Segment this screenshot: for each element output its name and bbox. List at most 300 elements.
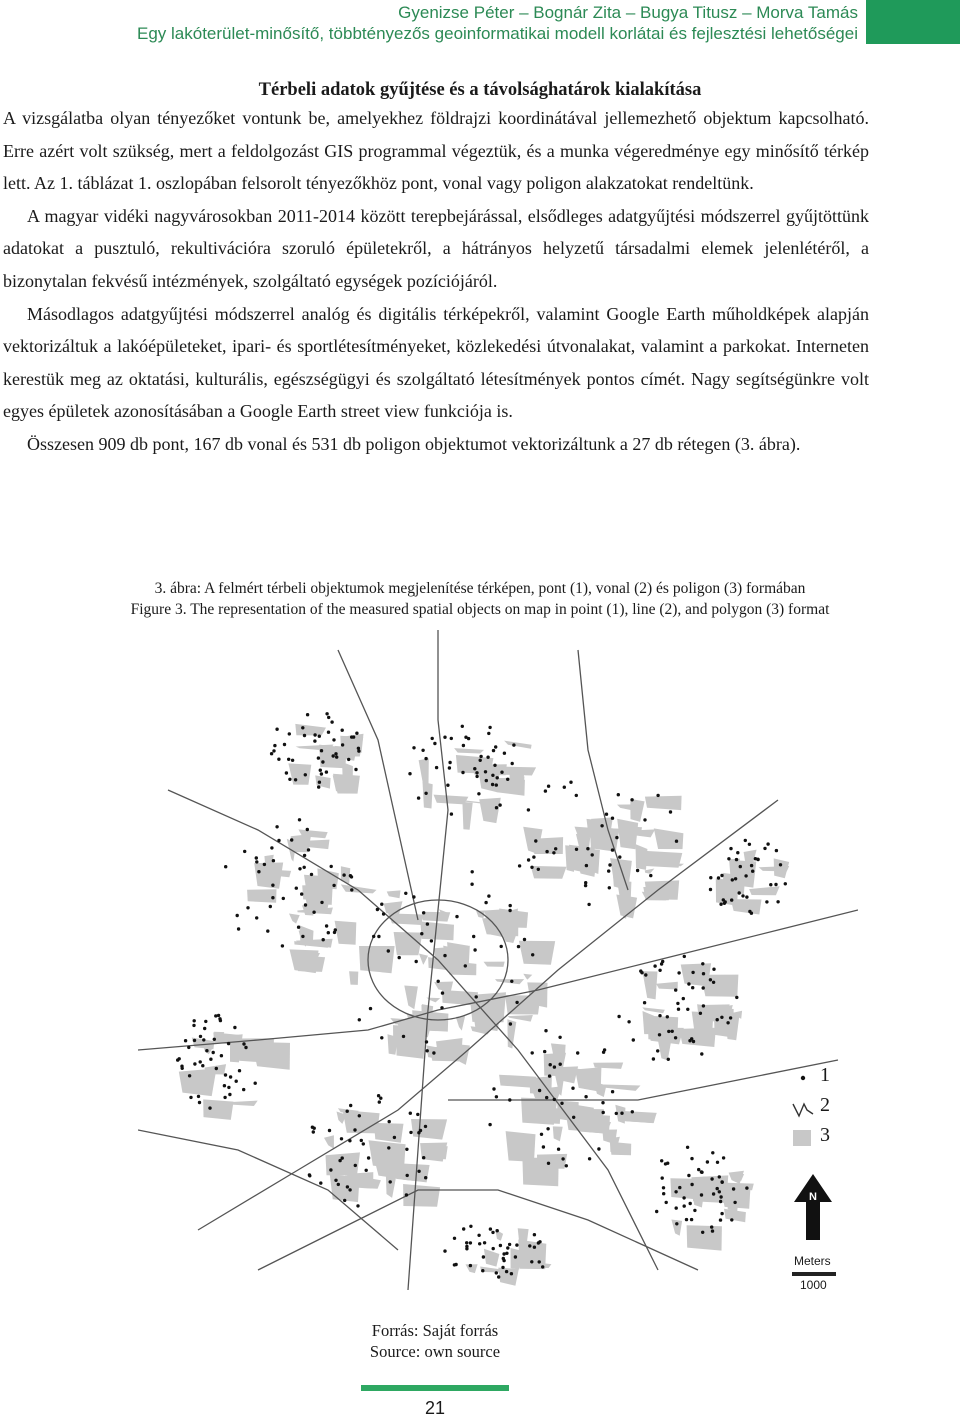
map-point — [332, 754, 335, 757]
map-point — [718, 1190, 721, 1193]
city-map — [138, 630, 858, 1310]
map-point — [690, 1183, 693, 1186]
map-point — [470, 883, 473, 886]
map-point — [640, 971, 643, 974]
map-point — [465, 1245, 468, 1248]
map-point — [636, 869, 639, 872]
map-point — [527, 808, 530, 811]
map-point — [214, 1014, 217, 1017]
map-point — [318, 735, 321, 738]
map-point — [378, 1100, 381, 1103]
scale-line — [792, 1272, 836, 1276]
map-point — [348, 1188, 351, 1191]
map-point — [328, 1129, 331, 1132]
map-point — [683, 1204, 686, 1207]
map-point — [425, 1040, 428, 1043]
map-polygon — [304, 875, 333, 905]
map-point — [184, 1039, 187, 1042]
map-point — [691, 971, 694, 974]
map-polygon — [723, 1183, 754, 1191]
map-point — [652, 1057, 655, 1060]
map-point — [709, 876, 712, 879]
map-point — [730, 898, 733, 901]
map-point — [763, 847, 766, 850]
map-point — [514, 1255, 517, 1258]
map-point — [322, 938, 325, 941]
map-point — [611, 1090, 614, 1093]
map-point — [332, 738, 335, 741]
map-point — [586, 847, 589, 850]
map-point — [706, 1160, 709, 1163]
map-point — [277, 839, 280, 842]
map-point — [506, 1246, 509, 1249]
map-point — [405, 1193, 408, 1196]
map-polygon — [636, 844, 648, 870]
map-point — [748, 843, 751, 846]
map-point — [533, 1246, 536, 1249]
map-point — [559, 1063, 562, 1066]
map-point — [545, 850, 548, 853]
map-point — [675, 1206, 678, 1209]
map-point — [208, 1106, 211, 1109]
map-point — [288, 778, 291, 781]
map-point — [282, 897, 285, 900]
map-polygon — [341, 884, 377, 893]
point-symbol-icon — [790, 1066, 816, 1092]
map-point — [365, 1169, 368, 1172]
map-point — [270, 752, 273, 755]
map-polygon — [394, 932, 423, 955]
map-point — [426, 1049, 429, 1052]
map-point — [478, 1242, 481, 1245]
map-point — [661, 960, 664, 963]
map-polygon — [619, 1111, 656, 1123]
map-point — [341, 743, 344, 746]
map-point — [448, 766, 451, 769]
map-point — [769, 883, 772, 886]
map-point — [235, 1080, 238, 1083]
map-point — [515, 1001, 518, 1004]
map-point — [212, 1051, 215, 1054]
map-point — [719, 1200, 722, 1203]
map-point — [508, 1098, 511, 1101]
map-point — [473, 948, 476, 951]
map-point — [341, 729, 344, 732]
map-point — [404, 892, 407, 895]
map-point — [738, 891, 741, 894]
map-point — [422, 911, 425, 914]
map-point — [712, 968, 715, 971]
map-point — [388, 1120, 391, 1123]
map-point — [272, 749, 275, 752]
map-point — [720, 1212, 723, 1215]
map-point — [319, 769, 322, 772]
map-point — [690, 1157, 693, 1160]
map-point — [409, 1112, 412, 1115]
map-point — [643, 818, 646, 821]
map-point — [735, 996, 738, 999]
map-point — [776, 900, 779, 903]
map-polygon — [374, 1123, 404, 1143]
map-point — [710, 1225, 713, 1228]
map-point — [199, 1035, 202, 1038]
map-point — [658, 1014, 661, 1017]
legend-item-polygon — [790, 1124, 870, 1152]
map-point — [544, 1029, 547, 1032]
source-en: Source: own source — [369, 1342, 501, 1361]
map-point — [502, 1252, 505, 1255]
map-point — [325, 924, 328, 927]
map-point — [353, 1128, 356, 1131]
map-point — [632, 1038, 635, 1041]
map-point — [584, 884, 587, 887]
map-point — [733, 1201, 736, 1204]
map-point — [667, 1058, 670, 1061]
map-point — [491, 774, 494, 777]
map-point — [486, 756, 489, 759]
map-point — [465, 1241, 468, 1244]
map-point — [665, 1201, 668, 1204]
map-point — [228, 1093, 231, 1096]
map-point — [467, 737, 470, 740]
map-point — [700, 1170, 703, 1173]
map-polygon — [759, 866, 790, 871]
map-point — [327, 731, 330, 734]
map-point — [346, 1185, 349, 1188]
map-point — [563, 786, 566, 789]
map-point — [538, 1240, 541, 1243]
map-point — [443, 736, 446, 739]
scale-value: 1000 — [800, 1278, 827, 1292]
map-polygon — [387, 890, 401, 898]
map-point — [416, 1113, 419, 1116]
map-point — [271, 884, 274, 887]
map-point — [576, 1051, 579, 1054]
map-legend — [790, 1064, 870, 1164]
map-point — [689, 1202, 692, 1205]
scale-unit: Meters — [794, 1254, 831, 1268]
map-point — [686, 1008, 689, 1011]
map-point — [471, 870, 474, 873]
map-point — [193, 1039, 196, 1042]
map-point — [330, 720, 333, 723]
map-point — [354, 1164, 357, 1167]
map-point — [205, 1049, 208, 1052]
map-polygon — [749, 886, 780, 895]
map-line — [258, 1190, 698, 1270]
map-point — [730, 1218, 733, 1221]
map-point — [656, 794, 659, 797]
map-point — [402, 1035, 405, 1038]
map-point — [421, 749, 424, 752]
map-point — [741, 894, 744, 897]
map-point — [223, 1084, 226, 1087]
map-polygon — [343, 1110, 380, 1133]
map-point — [530, 866, 533, 869]
map-point — [488, 1123, 491, 1126]
map-point — [433, 742, 436, 745]
map-point — [320, 749, 323, 752]
map-point — [202, 1038, 205, 1041]
map-point — [369, 1007, 372, 1010]
header-authors: Gyenizse Péter – Bognár Zita – Bugya Titusz – Morva Tamás — [398, 3, 858, 22]
map-point — [560, 1102, 563, 1105]
map-point — [340, 1137, 343, 1140]
map-point — [360, 1139, 363, 1142]
map-point — [387, 1146, 390, 1149]
legend-item-line — [790, 1094, 870, 1122]
map-point — [719, 1218, 722, 1221]
map-point — [627, 1020, 630, 1023]
map-polygon — [531, 866, 567, 879]
map-point — [541, 1265, 544, 1268]
map-point — [349, 1104, 352, 1107]
map-point — [312, 911, 315, 914]
map-point — [667, 1030, 670, 1033]
section-title: Térbeli adatok gyűjtése és a távolsághatárok kialakítása — [258, 80, 702, 100]
map-point — [334, 1179, 337, 1182]
map-point — [350, 888, 353, 891]
line-symbol-icon — [790, 1096, 816, 1122]
map-line — [138, 1130, 398, 1250]
map-point — [597, 1147, 600, 1150]
map-point — [720, 1016, 723, 1019]
map-point — [674, 1190, 677, 1193]
map-point — [602, 1111, 605, 1114]
map-point — [246, 906, 249, 909]
map-point — [661, 1176, 664, 1179]
map-point — [484, 770, 487, 773]
map-point — [242, 1042, 245, 1045]
map-point — [702, 972, 705, 975]
map-point — [701, 962, 704, 965]
north-arrow-icon — [788, 1172, 838, 1242]
map-polygon — [335, 921, 357, 945]
map-point — [502, 1259, 505, 1262]
map-point — [553, 1065, 556, 1068]
map-polygon — [484, 962, 505, 967]
map-polygon — [602, 1130, 617, 1145]
map-point — [538, 1089, 541, 1092]
map-point — [330, 865, 333, 868]
map-point — [453, 1237, 456, 1240]
map-point — [270, 846, 273, 849]
map-polygon — [482, 917, 518, 936]
map-point — [281, 944, 284, 947]
map-point — [716, 1187, 719, 1190]
map-point — [506, 778, 509, 781]
map-point — [227, 1042, 230, 1045]
map-point — [310, 873, 313, 876]
map-point — [677, 971, 680, 974]
map-point — [608, 863, 611, 866]
map-point — [432, 1051, 435, 1054]
map-point — [176, 1058, 179, 1061]
map-point — [588, 1157, 591, 1160]
map-point — [317, 785, 320, 788]
map-point — [675, 1222, 678, 1225]
map-polygon — [349, 971, 358, 985]
map-point — [729, 847, 732, 850]
map-point — [255, 856, 258, 859]
map-point — [666, 1015, 669, 1018]
map-point — [544, 789, 547, 792]
map-point — [674, 1036, 677, 1039]
map-point — [398, 956, 401, 959]
map-polygon — [519, 941, 555, 965]
map-polygon — [296, 745, 334, 751]
map-point — [422, 1156, 425, 1159]
map-point — [671, 1030, 674, 1033]
map-point — [631, 1110, 634, 1113]
map-point — [549, 1063, 552, 1066]
legend-item-point — [790, 1064, 870, 1092]
map-point — [380, 1036, 383, 1039]
footer-accent-bar — [361, 1385, 509, 1391]
map-point — [285, 771, 288, 774]
map-polygon — [436, 1038, 463, 1061]
map-point — [417, 1170, 420, 1173]
page-number: 21 — [424, 1398, 446, 1418]
map-point — [481, 1269, 484, 1272]
map-point — [617, 1015, 620, 1018]
map-point — [756, 858, 759, 861]
map-point — [495, 806, 498, 809]
map-point — [346, 1110, 349, 1113]
map-point — [325, 770, 328, 773]
map-point — [193, 1019, 196, 1022]
map-point — [697, 1168, 700, 1171]
map-point — [455, 915, 458, 918]
map-point — [417, 1131, 420, 1134]
map-point — [512, 743, 515, 746]
map-point — [306, 828, 309, 831]
map-point — [357, 749, 360, 752]
map-point — [479, 759, 482, 762]
map-polygon — [645, 851, 682, 868]
map-canvas — [138, 630, 858, 1310]
map-point — [546, 1127, 549, 1130]
figure-caption-en: Figure 3. The representation of the measured spatial objects on map in point (1), line (2), and polygon (3) format — [130, 601, 830, 618]
map-point — [720, 874, 723, 877]
map-point — [424, 1176, 427, 1179]
map-point — [722, 898, 725, 901]
map-point — [561, 1157, 564, 1160]
map-point — [658, 1033, 661, 1036]
north-label: N — [809, 1191, 817, 1203]
map-point — [300, 892, 303, 895]
map-point — [307, 848, 310, 851]
map-point — [187, 1046, 190, 1049]
map-point — [660, 1159, 663, 1162]
map-point — [273, 744, 276, 747]
map-polygon — [419, 758, 429, 784]
map-point — [317, 756, 320, 759]
map-polygon — [419, 954, 428, 965]
map-point — [510, 980, 513, 983]
map-point — [424, 792, 427, 795]
map-point — [688, 1039, 691, 1042]
map-polygon — [499, 1075, 536, 1088]
map-point — [488, 726, 491, 729]
map-point — [469, 1264, 472, 1267]
map-point — [494, 745, 497, 748]
legend-label: 2 — [820, 1094, 830, 1116]
map-polygon — [498, 1268, 519, 1286]
map-point — [493, 764, 496, 767]
map-point — [277, 758, 280, 761]
map-point — [775, 849, 778, 852]
map-point — [543, 1050, 546, 1053]
map-point — [485, 779, 488, 782]
map-point — [630, 798, 633, 801]
map-point — [342, 873, 345, 876]
map-point — [508, 909, 511, 912]
map-point — [611, 817, 614, 820]
map-point — [223, 1096, 226, 1099]
map-point — [311, 1126, 314, 1129]
map-point — [406, 1174, 409, 1177]
map-polygon — [247, 889, 276, 902]
map-point — [308, 1174, 311, 1177]
map-polygon — [654, 828, 684, 849]
map-point — [430, 939, 433, 942]
map-point — [358, 1114, 361, 1117]
map-point — [699, 1012, 702, 1015]
map-point — [472, 935, 475, 938]
map-point — [358, 1018, 361, 1021]
map-point — [653, 964, 656, 967]
map-point — [482, 1255, 485, 1258]
map-point — [376, 908, 379, 911]
map-point — [600, 824, 603, 827]
map-point — [618, 855, 621, 858]
map-point — [440, 1006, 443, 1009]
map-point — [412, 746, 415, 749]
paragraph: A vizsgálatba olyan tényezőket vontunk be, amelyekhez földrajzi koordinátával jellemezhető objektum kapcsolható. Erre azért volt szükség, mert a feldolgozást GIS programmal végeztük, és a munka végeredménye egy minősítő térkép lett. Az 1. táblázat 1. oszlopában felsorolt tényezőkhöz pont, vonal vagy poligon alakzatokat rendeltünk. — [3, 108, 869, 194]
map-point — [662, 1192, 665, 1195]
map-point — [301, 935, 304, 938]
map-point — [766, 842, 769, 845]
map-point — [587, 903, 590, 906]
map-point — [649, 874, 652, 877]
map-polygon — [404, 986, 418, 1010]
map-point — [283, 743, 286, 746]
map-point — [325, 712, 328, 715]
polygon-symbol-icon — [790, 1126, 816, 1152]
map-point — [242, 1088, 245, 1091]
map-point — [198, 1101, 201, 1104]
map-point — [304, 773, 307, 776]
map-point — [510, 1272, 513, 1275]
map-point — [387, 949, 390, 952]
map-point — [475, 771, 478, 774]
map-polygon — [289, 914, 300, 924]
map-point — [719, 1195, 722, 1198]
map-point — [356, 1204, 359, 1207]
map-polygon — [288, 763, 311, 784]
map-point — [199, 1060, 202, 1063]
map-point — [229, 1075, 232, 1078]
map-point — [303, 854, 306, 857]
map-point — [193, 1062, 196, 1065]
map-point — [426, 922, 429, 925]
map-point — [197, 1095, 200, 1098]
map-point — [320, 772, 323, 775]
north-arrow — [788, 1172, 838, 1242]
map-point — [380, 903, 383, 906]
map-point — [312, 1130, 315, 1133]
